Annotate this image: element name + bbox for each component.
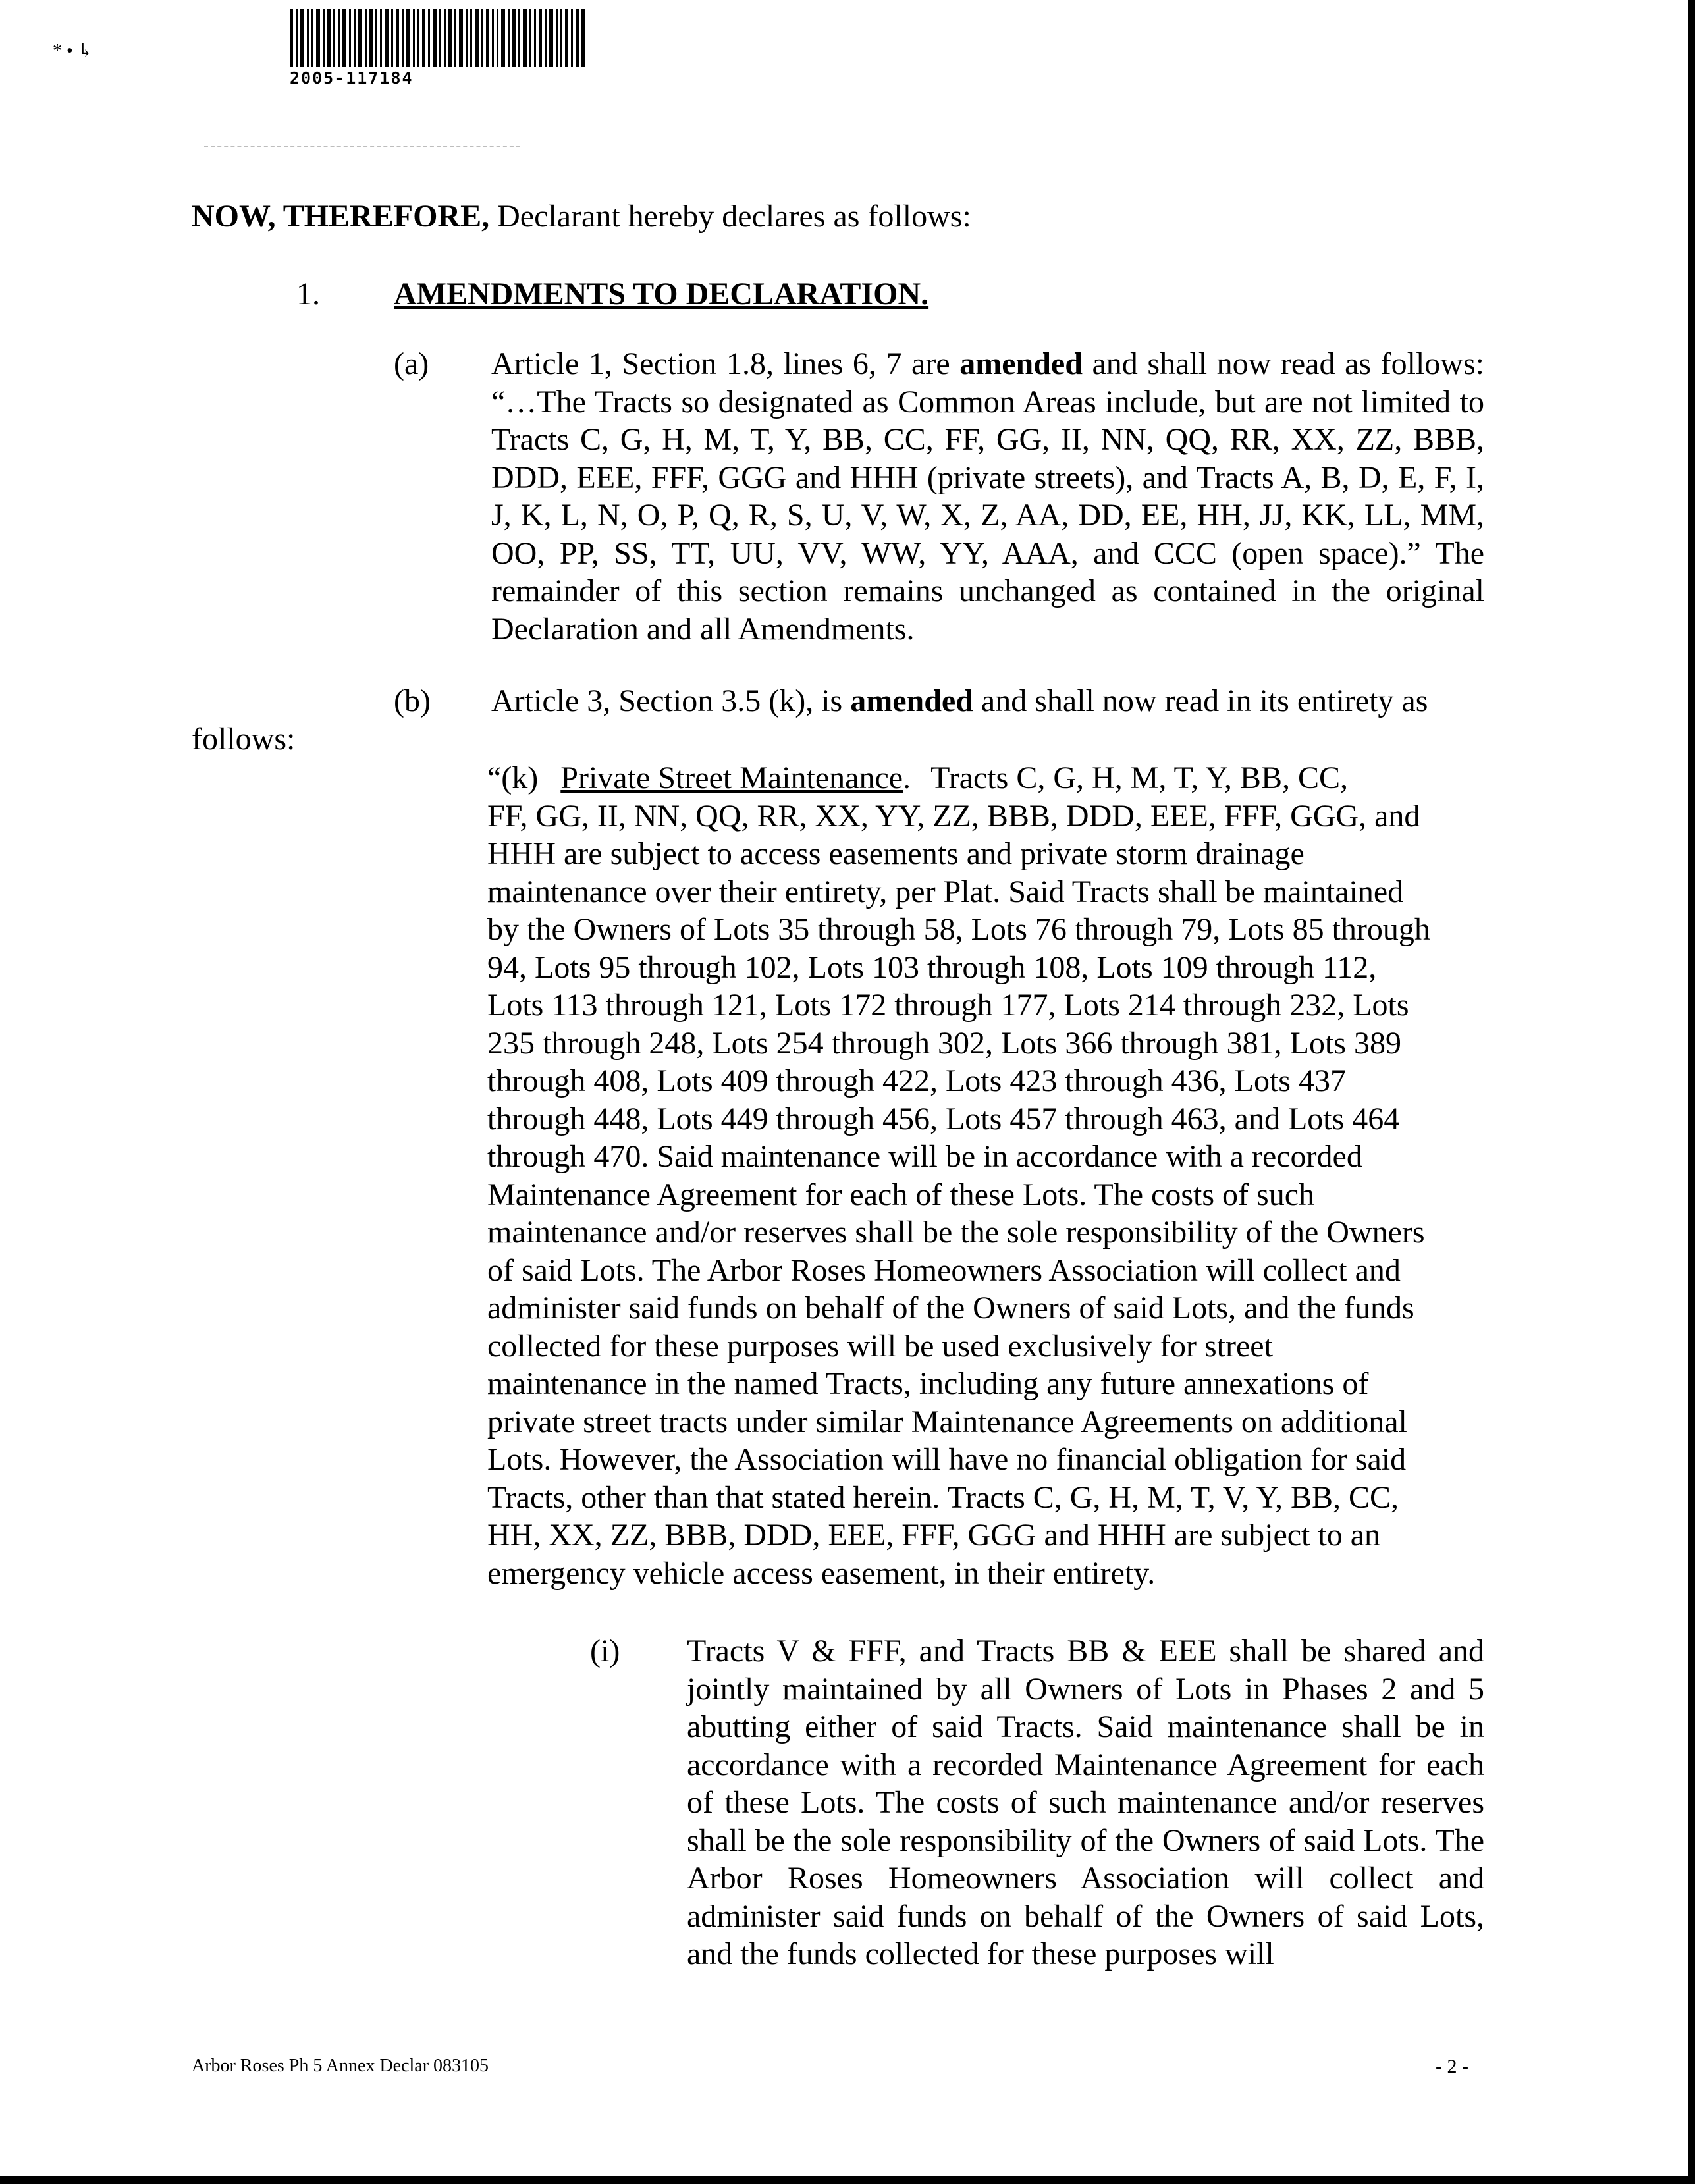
para-k-line: 94, Lots 95 through 102, Lots 103 through 108, Lots 109 through 112, xyxy=(487,949,1377,985)
para-a-label: (a) xyxy=(394,346,429,381)
para-b-t1: Article 3, Section 3.5 (k), is xyxy=(491,683,851,718)
para-k-line: Lots 113 through 121, Lots 172 through 177, Lots 214 through 232, Lots xyxy=(487,988,1409,1023)
para-k-line: Tracts C, G, H, M, T, Y, BB, CC, xyxy=(930,760,1348,795)
barcode-image xyxy=(290,9,585,67)
para-b-bold: amended xyxy=(850,683,973,718)
para-k-line: through 470. Said maintenance will be in accordance with a recorded xyxy=(487,1139,1362,1174)
scan-artifact-line xyxy=(204,146,520,149)
para-k-line: Tracts, other than that stated herein. Tracts C, G, H, M, T, V, Y, BB, CC, xyxy=(487,1479,1399,1515)
para-b-t2: and shall now read in its entirety as xyxy=(973,683,1428,718)
para-k-line: through 408, Lots 409 through 422, Lots 423 through 436, Lots 437 xyxy=(487,1063,1346,1098)
intro-line xyxy=(192,198,971,236)
para-k-text xyxy=(487,759,1488,1592)
para-k-line: emergency vehicle access easement, in their entirety. xyxy=(487,1555,1156,1591)
para-k-line: maintenance and/or reserves shall be the sole responsibility of the Owners xyxy=(487,1215,1425,1250)
para-k-line: by the Owners of Lots 35 through 58, Lots 76 through 79, Lots 85 through xyxy=(487,912,1430,947)
para-k-title-end: . xyxy=(903,760,911,795)
para-b-label: (b) xyxy=(394,683,431,718)
para-k-line: through 448, Lots 449 through 456, Lots 457 through 463, and Lots 464 xyxy=(487,1101,1400,1136)
para-k-line: private street tracts under similar Maintenance Agreements on additional xyxy=(487,1404,1407,1439)
para-a-t2: and shall now read as follows: “…The Tracts so designated as Common Areas include, but are not limited to Tracts C, G, H, M, T, Y, BB, CC, FF, GG, II, NN, QQ, RR, XX, ZZ, BBB, DDD, EEE, FFF, GGG and HHH (private streets), and Tracts A, B, D, E, F, I, J, K, L, N, O, P, Q, R, S, U, V, W, X, Z, AA, DD, EE, HH, JJ, KK, LL, MM, OO, PP, SS, TT, UU, VV, WW, YY, AAA, and CCC (open space).” The remainder of this section remains unchanged as contained in the original Declaration and all Amendments. xyxy=(491,346,1484,647)
section-heading: AMENDMENTS TO DECLARATION. xyxy=(394,277,929,311)
scan-marks: * • ↳ xyxy=(53,41,94,61)
para-k-line: HH, XX, ZZ, BBB, DDD, EEE, FFF, GGG and HHH are subject to an xyxy=(487,1518,1381,1553)
para-k-line: administer said funds on behalf of the Owners of said Lots, and the funds xyxy=(487,1291,1414,1325)
para-i-label: (i) xyxy=(590,1634,620,1668)
page-number: - 2 - xyxy=(1436,2056,1468,2077)
para-k-line: Lots. However, the Association will have no financial obligation for said xyxy=(487,1442,1407,1477)
barcode-number: 2005-117184 xyxy=(290,68,414,88)
footer-doc-id: Arbor Roses Ph 5 Annex Declar 083105 xyxy=(192,2056,489,2076)
para-k-first-line xyxy=(487,759,1488,797)
para-k-line: collected for these purposes will be used exclusively for street xyxy=(487,1328,1273,1364)
para-k-title: Private Street Maintenance xyxy=(560,760,903,795)
intro-rest: Declarant hereby declares as follows: xyxy=(489,199,971,234)
scan-border-right xyxy=(1688,0,1695,2184)
intro-bold: NOW, THEREFORE, xyxy=(192,199,490,234)
para-k-line: FF, GG, II, NN, QQ, RR, XX, YY, ZZ, BBB, DDD, EEE, FFF, GGG, and xyxy=(487,798,1420,834)
para-a-bold: amended xyxy=(959,346,1083,381)
para-k-prefix: “(k) xyxy=(487,760,539,795)
para-k-line: Maintenance Agreement for each of these Lots. The costs of such xyxy=(487,1177,1315,1212)
para-b-text xyxy=(491,682,1484,720)
para-k-line: maintenance over their entirety, per Plat. Said Tracts shall be maintained xyxy=(487,874,1404,909)
para-k-line: 235 through 248, Lots 254 through 302, Lots 366 through 381, Lots 389 xyxy=(487,1025,1401,1061)
para-k-line: maintenance in the named Tracts, including any future annexations of xyxy=(487,1366,1369,1401)
para-i-text: Tracts V & FFF, and Tracts BB & EEE shall be shared and jointly maintained by all Owners of Lots in Phases 2 and 5 abutting either of said Tracts. Said maintenance shall be in accordance with a recorded Maintenance Agreement for each of these Lots. The costs of such maintenance and/or reserves shall be the sole responsibility of the Owners of said Lots. The Arbor Roses Homeowners Association will collect and administer said funds on behalf of the Owners of said Lots, and the funds collected for these purposes will xyxy=(687,1634,1484,1971)
para-k-line: HHH are subject to access easements and private storm drainage xyxy=(487,836,1305,871)
scan-border-bottom xyxy=(0,2176,1695,2184)
para-a-text xyxy=(491,345,1484,648)
para-a-t1: Article 1, Section 1.8, lines 6, 7 are xyxy=(491,346,960,381)
para-b-follows: follows: xyxy=(192,722,296,757)
section-number: 1. xyxy=(296,277,320,311)
para-k-line: of said Lots. The Arbor Roses Homeowners Association will collect and xyxy=(487,1252,1401,1288)
